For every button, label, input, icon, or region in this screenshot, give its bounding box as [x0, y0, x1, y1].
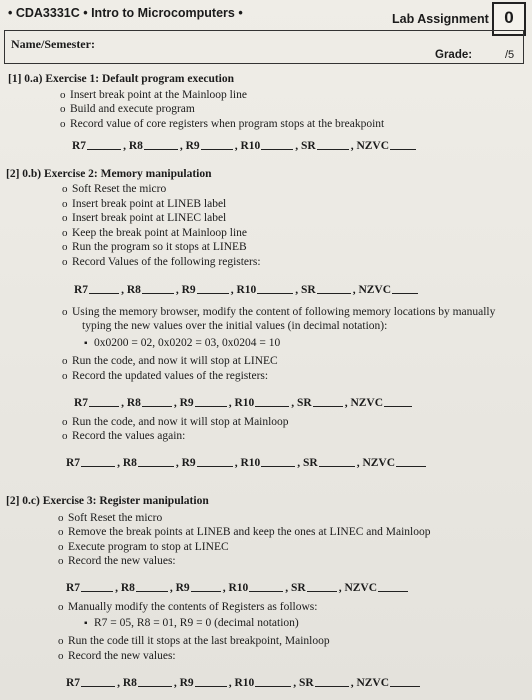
r10-label: , R10 [222, 582, 249, 594]
r8-blank[interactable] [142, 396, 172, 407]
ex1-bullet-1: o Insert break point at the Mainloop line [60, 88, 247, 102]
name-semester-label: Name/Semester: [11, 37, 95, 51]
register-row-2 [74, 283, 420, 296]
r9-blank[interactable] [201, 139, 233, 150]
sr-label: , SR [297, 457, 318, 469]
r10-label: , R10 [234, 140, 261, 152]
ex3-bullet-2: o Remove the break points at LINEB and keep the ones at LINEC and Mainloop [58, 525, 430, 539]
register-values: ▪ R7 = 05, R8 = 01, R9 = 0 (decimal notation) [84, 616, 299, 631]
sr-blank[interactable] [317, 139, 349, 150]
ex2-bullet-6: o Record Values of the following registers: [62, 255, 261, 269]
r8-label: , R8 [123, 140, 143, 152]
grade-value: /5 [505, 49, 515, 61]
r7-blank[interactable] [89, 396, 119, 407]
ex2-bullet-9: o Record the updated values of the registers: [62, 369, 268, 383]
ex2-bullet-4: o Keep the break point at Mainloop line [62, 226, 247, 240]
ex3-bullet-4: o Record the new values: [58, 554, 176, 568]
r7-label: R7 [66, 677, 81, 689]
ex3-bullet-7: o Record the new values: [58, 649, 176, 663]
r9-label: , R9 [173, 677, 194, 689]
sr-blank[interactable] [317, 283, 351, 294]
grade-box: 0 [492, 2, 526, 36]
ex2-bullet-7-continued: typing the new values over the initial values (in decimal notation): [82, 320, 388, 332]
r10-label: , R10 [228, 397, 255, 409]
r10-blank[interactable] [261, 139, 293, 150]
ex2-bullet-1: o Soft Reset the micro [62, 182, 166, 196]
name-semester-row [4, 30, 524, 64]
r7-label: R7 [66, 582, 81, 594]
r9-label: , R9 [175, 457, 196, 469]
sr-blank[interactable] [313, 396, 343, 407]
nzvc-label: , NZVC [350, 677, 390, 689]
r9-blank[interactable] [195, 396, 227, 407]
nzvc-blank[interactable] [390, 676, 420, 687]
r9-label: , R9 [169, 582, 190, 594]
nzvc-blank[interactable] [392, 283, 418, 294]
r7-blank[interactable] [87, 139, 121, 150]
r7-blank[interactable] [81, 581, 113, 592]
ex2-bullet-5: o Run the program so it stops at LINEB [62, 240, 247, 254]
nzvc-blank[interactable] [396, 456, 426, 467]
r9-label: , R9 [175, 284, 196, 296]
memory-values: ▪ 0x0200 = 02, 0x0202 = 03, 0x0204 = 10 [84, 336, 280, 351]
exercise-2-title: [2] 0.b) Exercise 2: Memory manipulation [6, 168, 212, 180]
nzvc-label: , NZVC [338, 582, 378, 594]
r7-label: R7 [66, 457, 81, 469]
register-row-3 [74, 396, 414, 409]
sr-blank[interactable] [315, 676, 349, 687]
nzvc-label: , NZVC [352, 284, 392, 296]
ex2-bullet-2: o Insert break point at LINEB label [62, 197, 226, 211]
ex3-bullet-5: o Manually modify the contents of Registers as follows: [58, 600, 317, 614]
r8-label: , R8 [117, 457, 137, 469]
sr-label: , SR [295, 140, 316, 152]
r8-label: , R8 [115, 582, 135, 594]
nzvc-blank[interactable] [390, 139, 416, 150]
r9-label: , R9 [173, 397, 194, 409]
ex1-bullet-2: o Build and execute program [60, 102, 195, 116]
nzvc-blank[interactable] [378, 581, 408, 592]
grade-label: Grade: [435, 49, 473, 61]
r10-blank[interactable] [249, 581, 283, 592]
nzvc-label: , NZVC [356, 457, 396, 469]
register-row-1 [72, 139, 418, 152]
ex3-bullet-6: o Run the code till it stops at the last breakpoint, Mainloop [58, 634, 330, 648]
r8-label: , R8 [117, 677, 137, 689]
register-row-6 [66, 676, 422, 689]
r9-blank[interactable] [191, 581, 221, 592]
r9-blank[interactable] [197, 456, 233, 467]
r7-label: R7 [74, 397, 89, 409]
r10-blank[interactable] [255, 396, 289, 407]
ex2-bullet-7: o Using the memory browser, modify the content of following memory locations by manually [62, 305, 495, 319]
ex2-bullet-10: o Run the code, and now it will stop at Mainloop [62, 415, 289, 429]
r9-blank[interactable] [195, 676, 227, 687]
r10-blank[interactable] [257, 283, 293, 294]
r8-blank[interactable] [138, 676, 172, 687]
r8-label: , R8 [121, 397, 141, 409]
r8-blank[interactable] [144, 139, 178, 150]
r7-blank[interactable] [89, 283, 119, 294]
r8-blank[interactable] [136, 581, 168, 592]
sr-label: , SR [293, 677, 314, 689]
r10-label: , R10 [228, 677, 255, 689]
r8-blank[interactable] [138, 456, 174, 467]
ex3-bullet-1: o Soft Reset the micro [58, 511, 162, 525]
r9-blank[interactable] [197, 283, 229, 294]
sr-label: , SR [291, 397, 312, 409]
register-row-5 [66, 581, 410, 594]
r7-label: R7 [74, 284, 89, 296]
ex2-bullet-3: o Insert break point at LINEC label [62, 211, 226, 225]
ex3-bullet-3: o Execute program to stop at LINEC [58, 540, 229, 554]
r10-label: , R10 [234, 457, 261, 469]
sr-label: , SR [295, 284, 316, 296]
ex2-bullet-8: o Run the code, and now it will stop at LINEC [62, 354, 278, 368]
sr-blank[interactable] [319, 456, 355, 467]
course-title: • CDA3331C • Intro to Microcomputers • [8, 6, 243, 20]
sr-label: , SR [285, 582, 306, 594]
nzvc-blank[interactable] [384, 396, 412, 407]
exercise-1-title: [1] 0.a) Exercise 1: Default program execution [8, 73, 235, 85]
r7-label: R7 [72, 140, 87, 152]
ex1-bullet-3: o Record value of core registers when program stops at the breakpoint [60, 117, 384, 131]
ex2-bullet-11: o Record the values again: [62, 429, 185, 443]
lab-assignment-label: Lab Assignment [392, 12, 489, 26]
r7-blank[interactable] [81, 676, 115, 687]
nzvc-label: , NZVC [350, 140, 390, 152]
nzvc-label: , NZVC [344, 397, 384, 409]
exercise-3-title: [2] 0.c) Exercise 3: Register manipulation [6, 495, 209, 507]
sr-blank[interactable] [307, 581, 337, 592]
r10-blank[interactable] [255, 676, 291, 687]
r9-label: , R9 [179, 140, 200, 152]
r8-blank[interactable] [142, 283, 174, 294]
r10-label: , R10 [230, 284, 257, 296]
r7-blank[interactable] [81, 456, 115, 467]
register-row-4 [66, 456, 428, 469]
r10-blank[interactable] [261, 456, 295, 467]
r8-label: , R8 [121, 284, 141, 296]
